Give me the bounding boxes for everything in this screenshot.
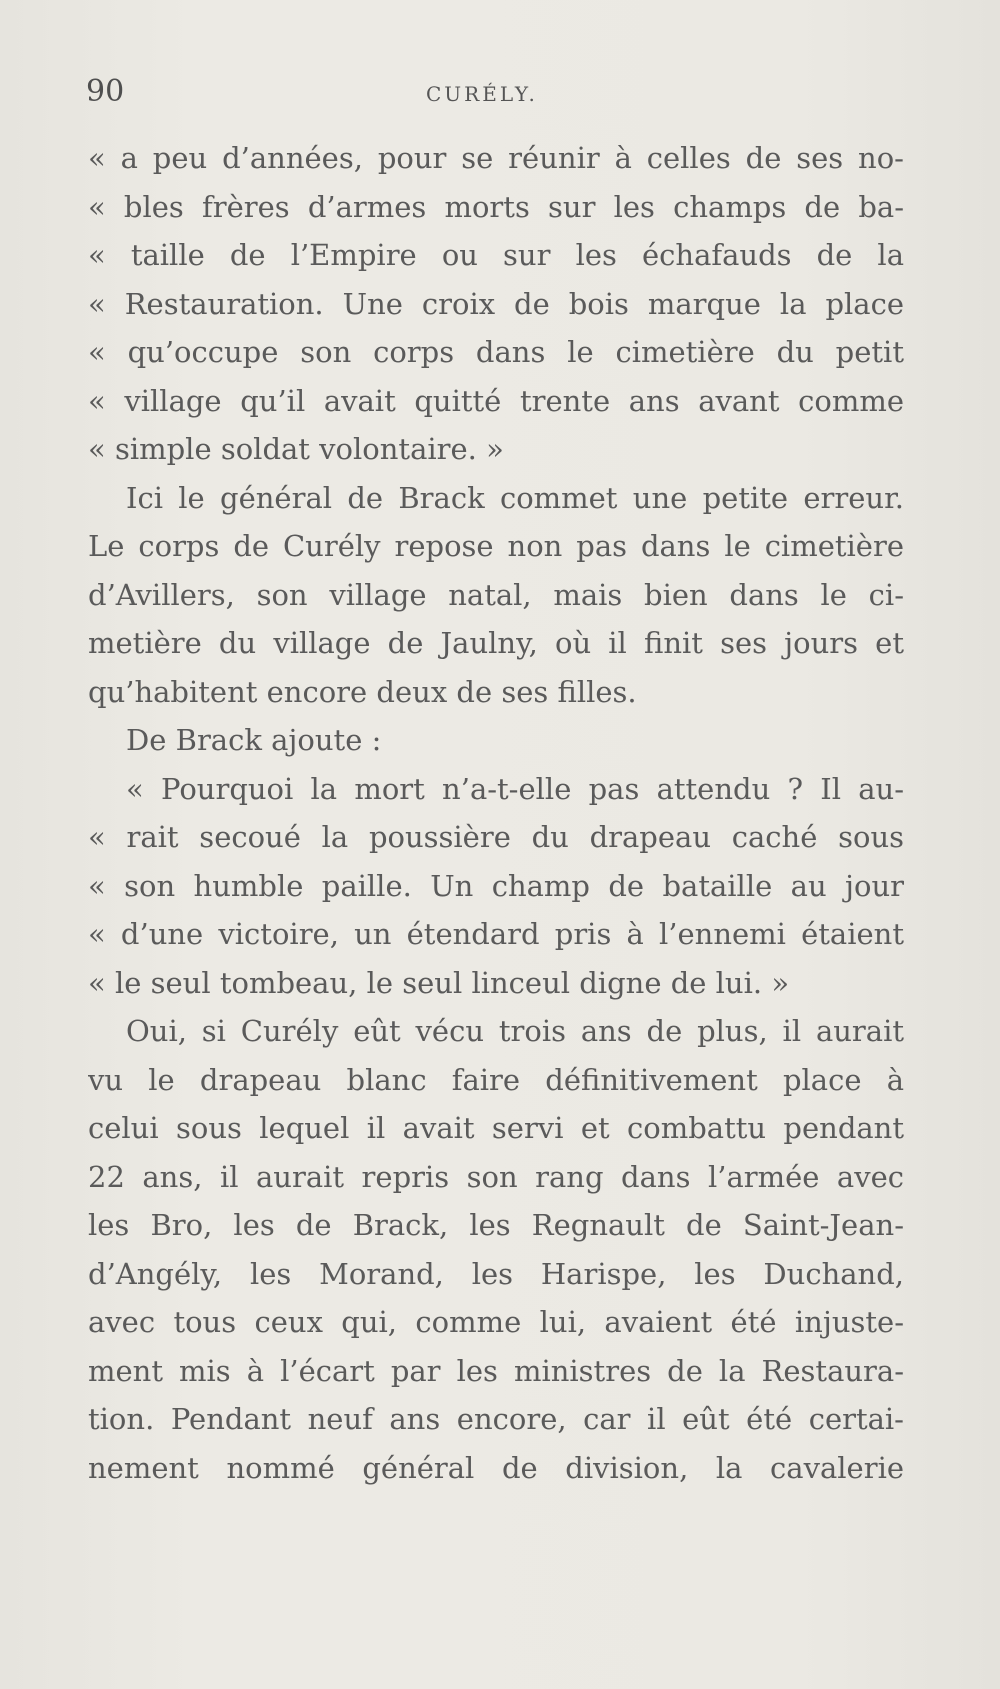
text-line: « bles frères d’armes morts sur les champs de ba-: [88, 189, 904, 224]
text-line: tion. Pendant neuf ans encore, car il eût été certai-: [88, 1402, 904, 1436]
text-line: « village qu’il avait quitté trente ans avant comme: [88, 383, 904, 418]
text-line: d’Avillers, son village natal, mais bien dans le ci-: [88, 577, 904, 612]
running-title: CURÉLY.: [426, 82, 538, 106]
text-line: « Restauration. Une croix de bois marque la place: [88, 286, 904, 321]
quote-line: « Pourquoi la mort n’a-t-elle pas attendu ? Il au-: [126, 771, 904, 806]
quote-line: « son humble paille. Un champ de bataille au jour: [88, 868, 904, 903]
quote-line: « rait secoué la poussière du drapeau caché sous: [88, 820, 904, 854]
quote-line: « d’une victoire, un étendard pris à l’ennemi étaient: [88, 917, 904, 951]
text-line: « simple soldat volontaire. »: [88, 432, 504, 466]
paragraph-start-line: Oui, si Curély eût vécu trois ans de plus, il aurait: [126, 1014, 904, 1048]
text-line: « taille de l’Empire ou sur les échafauds de la: [88, 238, 904, 272]
page-header: [86, 74, 898, 118]
text-line: nement nommé général de division, la cavalerie: [88, 1450, 904, 1485]
paragraph-start-line: Ici le général de Brack commet une petite erreur.: [126, 480, 904, 515]
page-number: 90: [86, 74, 125, 109]
text-line: celui sous lequel il avait servi et combattu pendant: [88, 1111, 904, 1145]
body-text: [88, 134, 904, 1492]
text-line: qu’habitent encore deux de ses filles.: [88, 674, 637, 709]
text-line: vu le drapeau blanc faire définitivement place à: [88, 1062, 904, 1097]
text-line: metière du village de Jaulny, où il finit ses jours et: [88, 626, 904, 660]
text-line: 22 ans, il aurait repris son rang dans l’armée avec: [88, 1159, 904, 1194]
quote-line: « le seul tombeau, le seul linceul digne de lui. »: [88, 965, 790, 1000]
text-line: d’Angély, les Morand, les Harispe, les Duchand,: [88, 1256, 904, 1291]
text-line: ment mis à l’écart par les ministres de la Restaura-: [88, 1353, 904, 1388]
paragraph-start-line: De Brack ajoute :: [126, 723, 382, 757]
text-line: avec tous ceux qui, comme lui, avaient été injuste-: [88, 1305, 904, 1339]
text-line: Le corps de Curély repose non pas dans le cimetière: [88, 529, 904, 563]
text-line: « qu’occupe son corps dans le cimetière du petit: [88, 335, 904, 369]
text-line: les Bro, les de Brack, les Regnault de Saint-Jean-: [88, 1208, 904, 1242]
text-line: « a peu d’années, pour se réunir à celles de ses no-: [88, 141, 904, 175]
